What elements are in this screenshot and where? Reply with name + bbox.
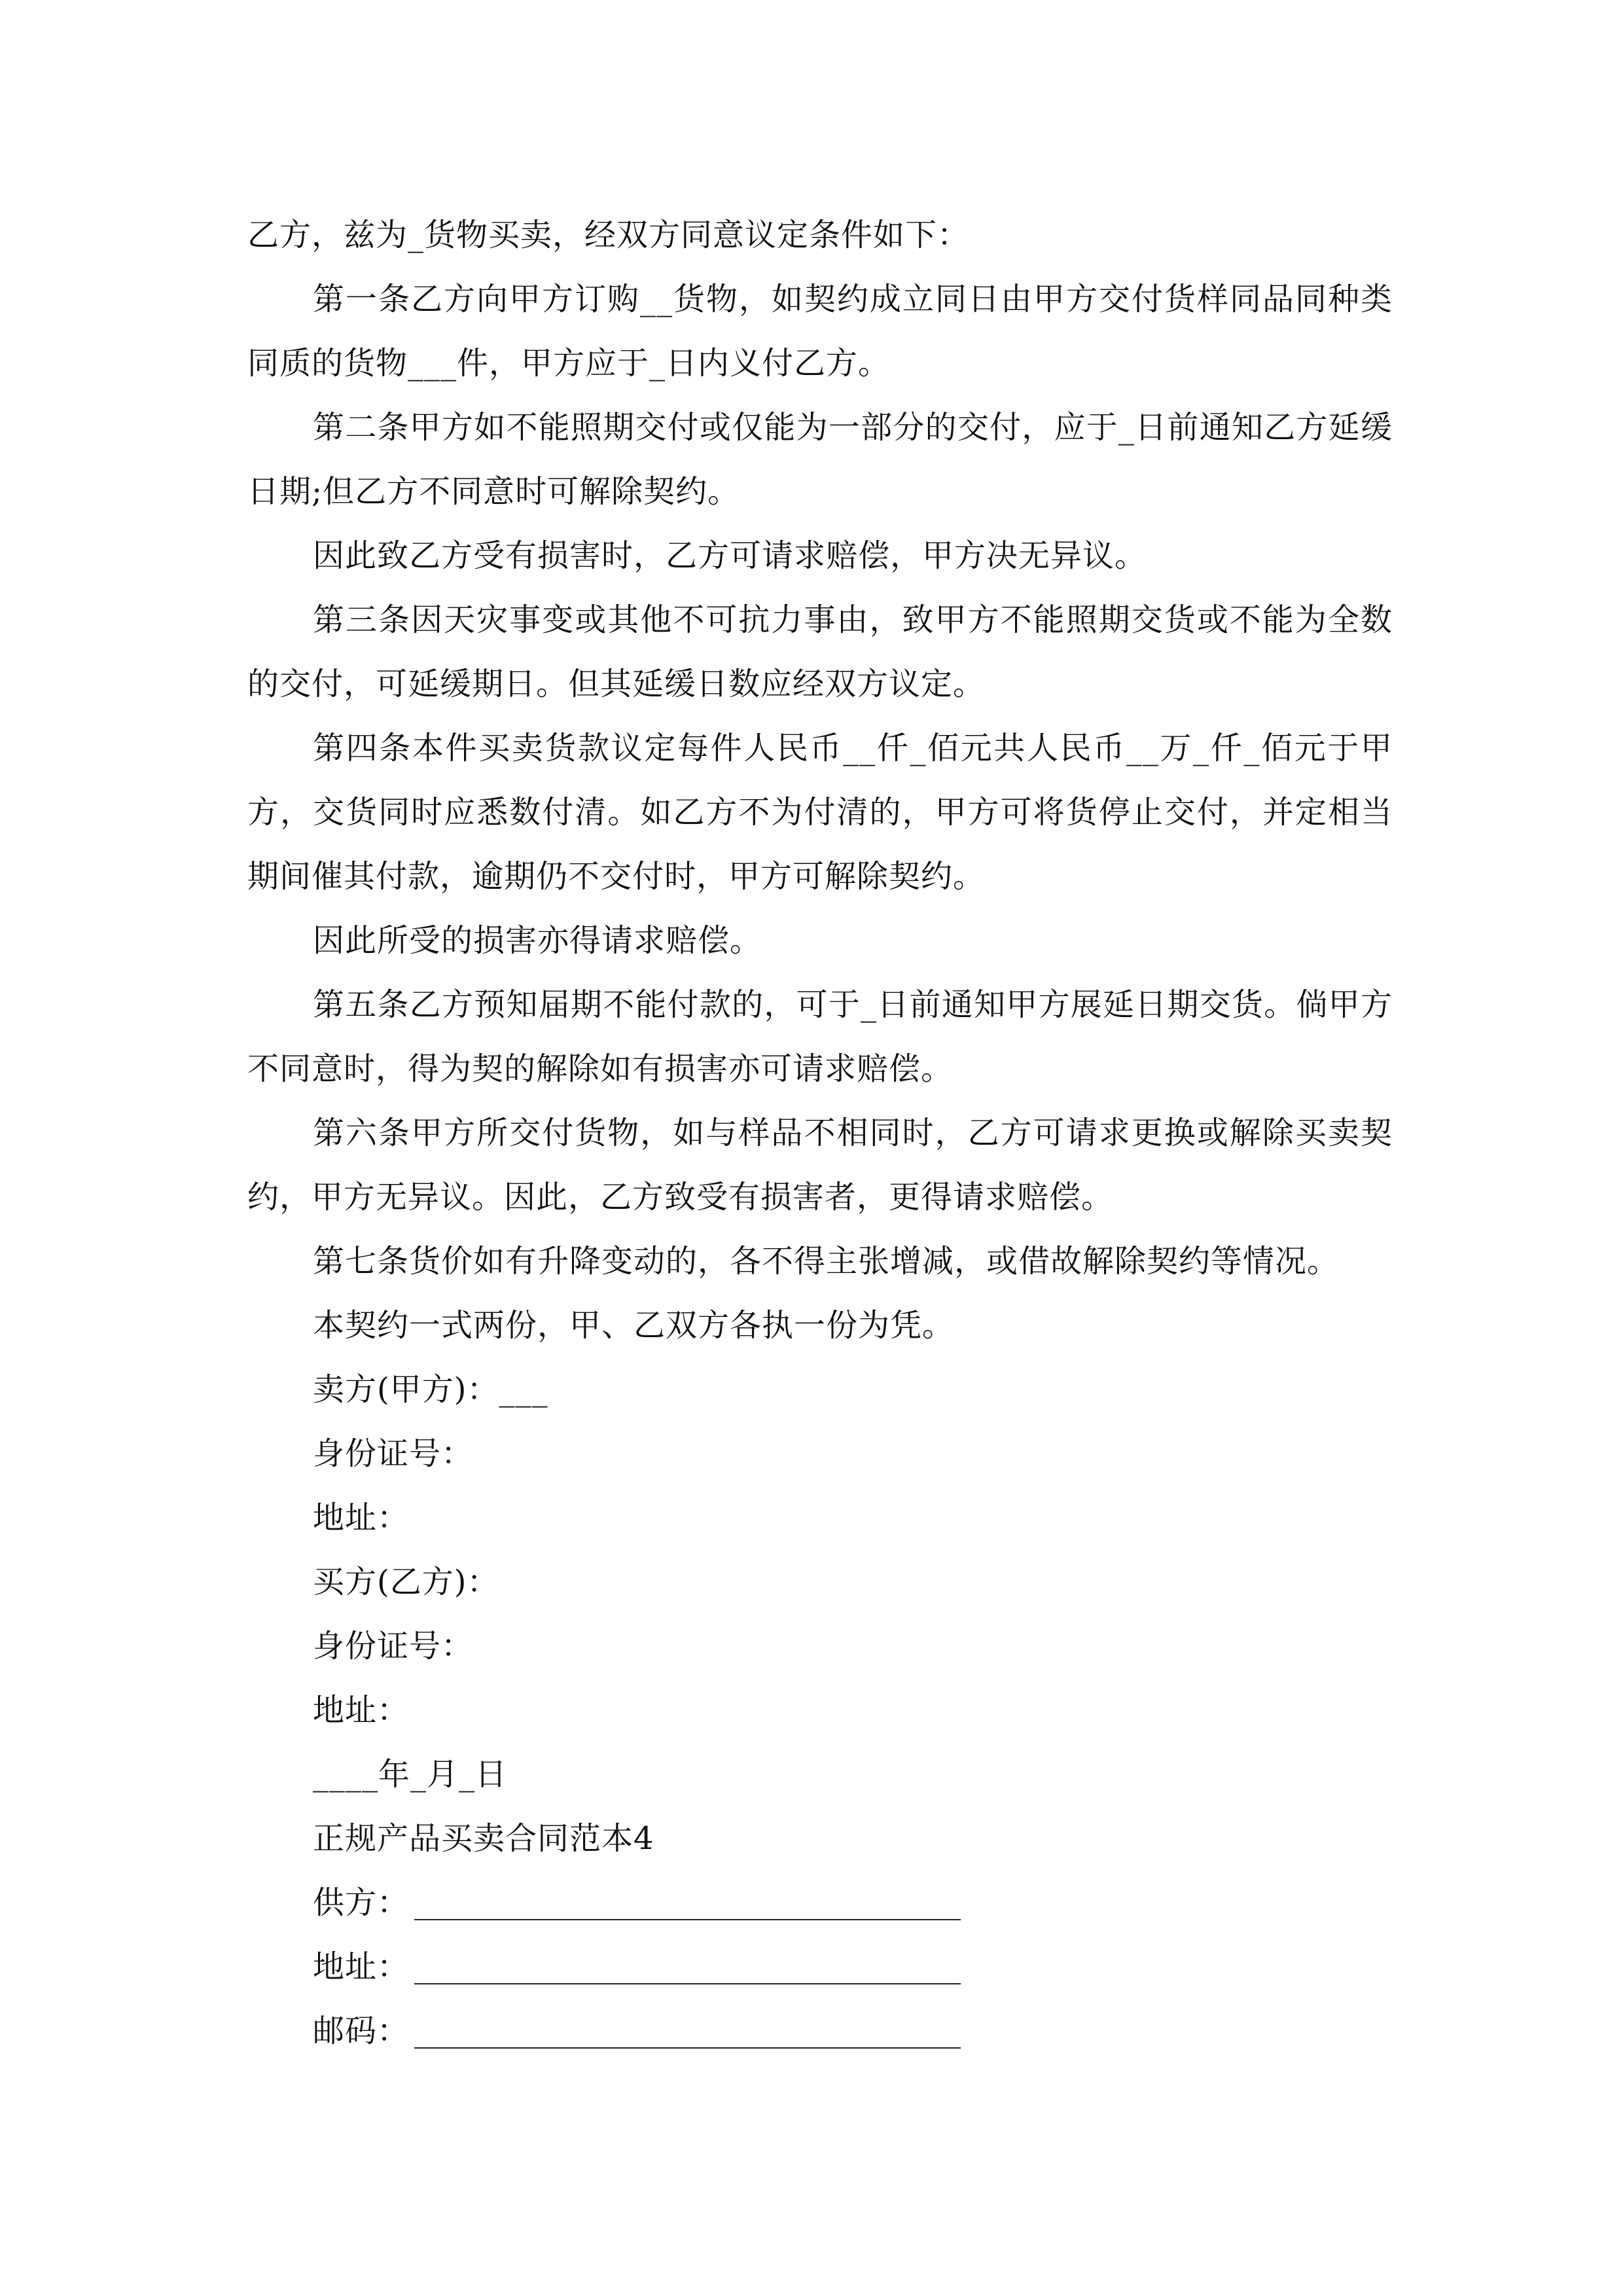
paragraph-article-7: 第七条货价如有升降变动的，各不得主张增减，或借故解除契约等情况。 bbox=[313, 1243, 1340, 1280]
paragraph-article-4: 第四条本件买卖货款议定每件人民币__仟_佰元共人民币__万_仟_佰元于甲方，交货同时应悉数付清。如乙方不为付清的，甲方可将货停止交付，并定相当期间催其付款，逾期仍不交付时，甲方可解除契约。 bbox=[247, 730, 1393, 895]
seller-party-line: 卖方(甲方)：___ bbox=[313, 1371, 548, 1408]
supplier-blank-line bbox=[414, 1919, 961, 1920]
paragraph-article-5: 第五条乙方预知届期不能付款的，可于_日前通知甲方展延日期交货。倘甲方不同意时，得为契的解除如有损害亦可请求赔偿。 bbox=[247, 986, 1393, 1087]
supplier-label: 供方： bbox=[313, 1884, 410, 1921]
paragraph-article-2-damages: 因此致乙方受有损害时，乙方可请求赔偿，甲方决无异议。 bbox=[313, 537, 1147, 574]
postcode-label: 邮码： bbox=[313, 2013, 410, 2049]
paragraph-article-4-damages: 因此所受的损害亦得请求赔偿。 bbox=[313, 922, 762, 959]
seller-address-line: 地址： bbox=[313, 1499, 410, 1536]
paragraph-intro: 乙方，兹为_货物买卖，经双方同意议定条件如下： bbox=[247, 217, 970, 253]
paragraph-article-3: 第三条因天灾事变或其他不可抗力事由，致甲方不能照期交货或不能为全数的交付，可延缓期日。但其延缓日数应经双方议定。 bbox=[247, 601, 1393, 702]
postcode-blank-line bbox=[414, 2047, 961, 2049]
buyer-id-line: 身份证号： bbox=[313, 1628, 474, 1664]
date-line: ____年_月_日 bbox=[313, 1756, 508, 1793]
contract-body bbox=[247, 203, 1393, 2063]
address-blank-line bbox=[414, 1983, 961, 1984]
seller-id-line: 身份证号： bbox=[313, 1435, 474, 1472]
next-contract-title: 正规产品买卖合同范本4 bbox=[313, 1820, 654, 1857]
paragraph-article-6: 第六条甲方所交付货物，如与样品不相同时，乙方可请求更换或解除买卖契约，甲方无异议。因此，乙方致受有损害者，更得请求赔偿。 bbox=[247, 1115, 1393, 1215]
buyer-address-line: 地址： bbox=[313, 1692, 410, 1729]
paragraph-article-2: 第二条甲方如不能照期交付或仅能为一部分的交付，应于_日前通知乙方延缓日期;但乙方不同意时可解除契约。 bbox=[247, 409, 1393, 510]
buyer-party-line: 买方(乙方)： bbox=[313, 1564, 499, 1600]
paragraph-copies: 本契约一式两份，甲、乙双方各执一份为凭。 bbox=[313, 1307, 955, 1344]
address-label: 地址： bbox=[313, 1948, 410, 1985]
paragraph-article-1: 第一条乙方向甲方订购__货物，如契约成立同日由甲方交付货样同品同种类同质的货物___件，甲方应于_日内义付乙方。 bbox=[247, 281, 1393, 382]
supplier-field bbox=[247, 1871, 1393, 1935]
postcode-field bbox=[247, 1999, 1393, 2063]
address-field bbox=[247, 1935, 1393, 1999]
